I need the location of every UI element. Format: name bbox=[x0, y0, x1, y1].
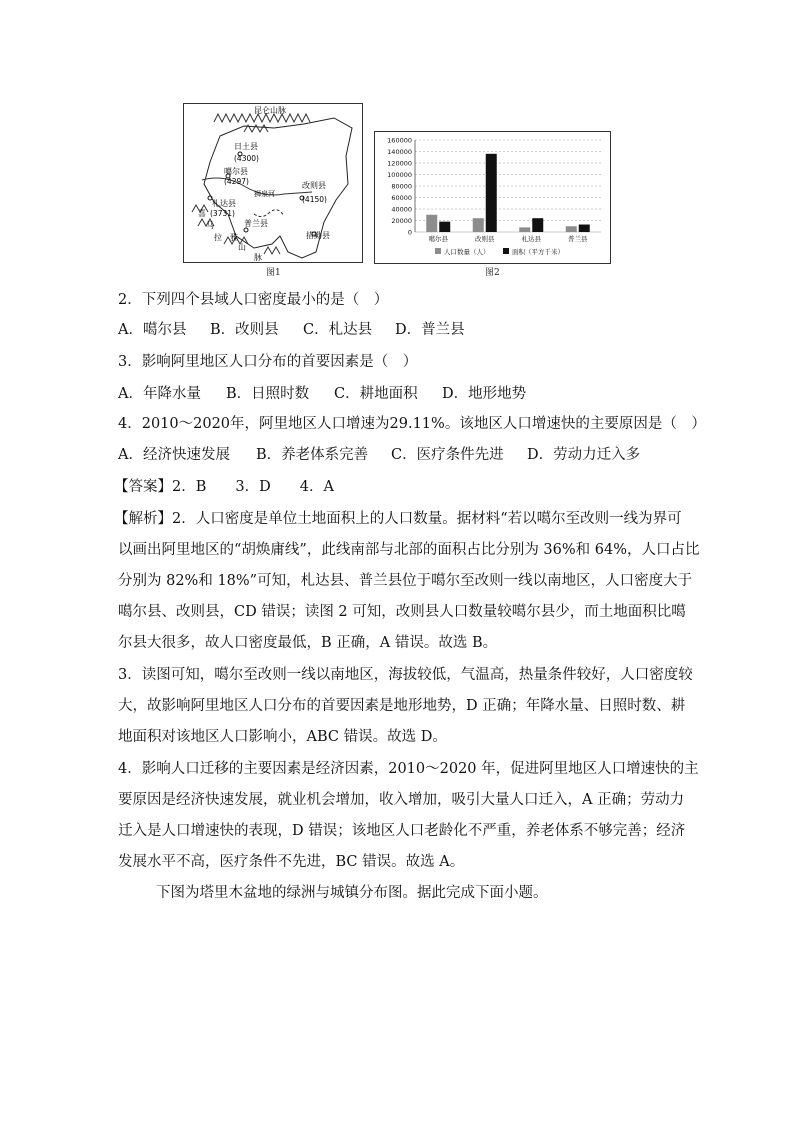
bar-population bbox=[473, 218, 484, 232]
y-tick-label: 20000 bbox=[391, 217, 412, 225]
x-tick-label: 普兰县 bbox=[568, 235, 588, 243]
bar-area bbox=[579, 225, 590, 232]
label-ritu: 日土县 bbox=[234, 142, 258, 151]
answer-line: 【答案】2．B 3．D 4．A bbox=[114, 479, 334, 495]
analysis-line: 4．影响人口迁移的主要因素是经济因素，2010～2020 年，促进阿里地区人口增速快的主 bbox=[118, 761, 699, 777]
figure2-caption: 图2 bbox=[485, 268, 500, 278]
next-question-intro: 下图为塔里木盆地的绿洲与城镇分布图。据此完成下面小题。 bbox=[156, 885, 548, 901]
analysis-line: 大，故影响阿里地区人口分布的首要因素是地形地势，D 正确；年降水量、日照时数、耕 bbox=[118, 698, 686, 714]
label-mai: 脉 bbox=[254, 253, 262, 262]
map-svg bbox=[184, 104, 362, 262]
bar-population bbox=[566, 226, 577, 232]
q3-option-c[interactable]: C．耕地面积 bbox=[334, 386, 418, 402]
q4-options bbox=[118, 445, 640, 465]
y-tick-label: 160000 bbox=[387, 136, 412, 145]
q2-stem: 2．下列四个县域人口密度最小的是（ ） bbox=[118, 292, 389, 308]
label-gaer-pop: (4297) bbox=[224, 177, 249, 186]
q4-option-b[interactable]: B．养老体系完善 bbox=[256, 447, 369, 463]
q2-option-b[interactable]: B．改则县 bbox=[210, 322, 279, 338]
y-tick-label: 60000 bbox=[391, 194, 412, 202]
bar-area bbox=[439, 222, 450, 232]
analysis-line: 迁入是人口增速快的表现，D 错误；该地区人口老龄化不严重，养老体系不够完善；经济 bbox=[118, 823, 686, 839]
figure1-caption: 图1 bbox=[266, 268, 281, 278]
y-tick-label: 120000 bbox=[387, 159, 412, 168]
x-tick-label: 改则县 bbox=[475, 235, 495, 243]
x-tick-label: 噶尔县 bbox=[428, 235, 448, 243]
kunlun-mountains bbox=[214, 114, 310, 122]
q3-stem: 3．影响阿里地区人口分布的首要因素是（ ） bbox=[118, 354, 418, 370]
analysis-line: 发展水平不高，医疗条件不先进，BC 错误。故选 A。 bbox=[118, 854, 465, 870]
y-tick-label: 40000 bbox=[391, 205, 412, 214]
y-tick-label: 0 bbox=[407, 228, 412, 237]
bar-area bbox=[486, 154, 497, 232]
q4-option-d[interactable]: D．劳动力迁入多 bbox=[527, 447, 641, 463]
bar-population bbox=[519, 227, 530, 232]
q3-option-a[interactable]: A．年降水量 bbox=[118, 386, 201, 402]
label-shiquan: 狮泉河 bbox=[254, 190, 275, 198]
q2-options bbox=[118, 320, 465, 340]
x-tick-label: 札达县 bbox=[521, 235, 541, 243]
q4-stem: 4．2010～2020年，阿里地区人口增速为29.11%。该地区人口增速快的主要原因是（ ） bbox=[118, 416, 706, 432]
q2-option-d[interactable]: D．普兰县 bbox=[395, 322, 465, 338]
q3-option-b[interactable]: B．日照时数 bbox=[226, 386, 310, 402]
city-pulan-dot bbox=[244, 228, 248, 232]
legend-swatch-area bbox=[503, 248, 509, 254]
analysis-line: 3．读图可知，噶尔至改则一线以南地区，海拔较低，气温高，热量条件较好，人口密度较 bbox=[118, 667, 693, 683]
q4-option-c[interactable]: C．医疗条件先进 bbox=[391, 447, 504, 463]
legend-label-population: 人口数量（人） bbox=[444, 248, 490, 256]
q4-option-a[interactable]: A．经济快速发展 bbox=[118, 447, 230, 463]
label-ma: 马 bbox=[206, 221, 214, 230]
y-tick-label: 100000 bbox=[387, 171, 412, 179]
bar-area bbox=[532, 218, 543, 232]
analysis-line: 噶尔县、改则县，CD 错误；读图 2 可知，改则县人口数量较噶尔县少，而土地面积比噶 bbox=[118, 604, 686, 620]
label-gaer: 噶尔县 bbox=[224, 167, 248, 176]
analysis-line: 以画出阿里地区的“胡焕庸线”，此线南部与北部的面积占比分别为 36%和 64%，人口占比 bbox=[118, 542, 700, 558]
label-gaize-pop: (4150) bbox=[302, 195, 327, 204]
label-gaize: 改则县 bbox=[302, 181, 326, 190]
analysis-line: 【解析】2．人口密度是单位土地面积上的人口数量。据材料“若以噶尔至改则一线为界可 bbox=[114, 511, 682, 527]
label-shan: 山 bbox=[238, 243, 246, 252]
label-zhada: 札达县 bbox=[212, 199, 236, 208]
y-tick-label: 80000 bbox=[391, 182, 412, 191]
figure2-chart bbox=[374, 131, 611, 264]
figure1-map bbox=[183, 103, 363, 263]
bar-population bbox=[426, 215, 437, 232]
y-tick-label: 140000 bbox=[387, 148, 412, 156]
q2-option-a[interactable]: A．噶尔县 bbox=[118, 322, 187, 338]
label-kunlun: 昆仑山脉 bbox=[254, 106, 286, 115]
q3-options bbox=[118, 384, 526, 404]
label-xi: 喜 bbox=[198, 209, 206, 218]
analysis-line: 地面积对该地区人口影响小，ABC 错误。故选 D。 bbox=[118, 729, 447, 745]
label-la: 拉 bbox=[214, 233, 222, 242]
analysis-line: 要原因是经济快速发展，就业机会增加，收入增加，吸引大量人口迁入，A 正确；劳动力 bbox=[118, 792, 685, 808]
analysis-line: 尔县大很多，故人口密度最低，B 正确，A 错误。故选 B。 bbox=[118, 635, 498, 651]
label-pulan: 普兰县 bbox=[244, 219, 268, 228]
legend-label-area: 面积（平方千米） bbox=[512, 248, 564, 256]
q3-option-d[interactable]: D．地形地势 bbox=[442, 386, 527, 402]
q2-option-c[interactable]: C．札达县 bbox=[303, 322, 373, 338]
label-ya: 雅 bbox=[230, 233, 238, 242]
label-cuoqin: 措勤县 bbox=[306, 231, 330, 240]
label-ritu-pop: (4300) bbox=[234, 154, 259, 163]
legend-swatch-population bbox=[435, 248, 441, 254]
analysis-line: 分别为 82%和 18%”可知，札达县、普兰县位于噶尔至改则一线以南地区，人口密度大于 bbox=[118, 573, 693, 589]
bar-chart-svg bbox=[375, 132, 610, 263]
label-zhada-pop: (3731) bbox=[210, 209, 235, 218]
